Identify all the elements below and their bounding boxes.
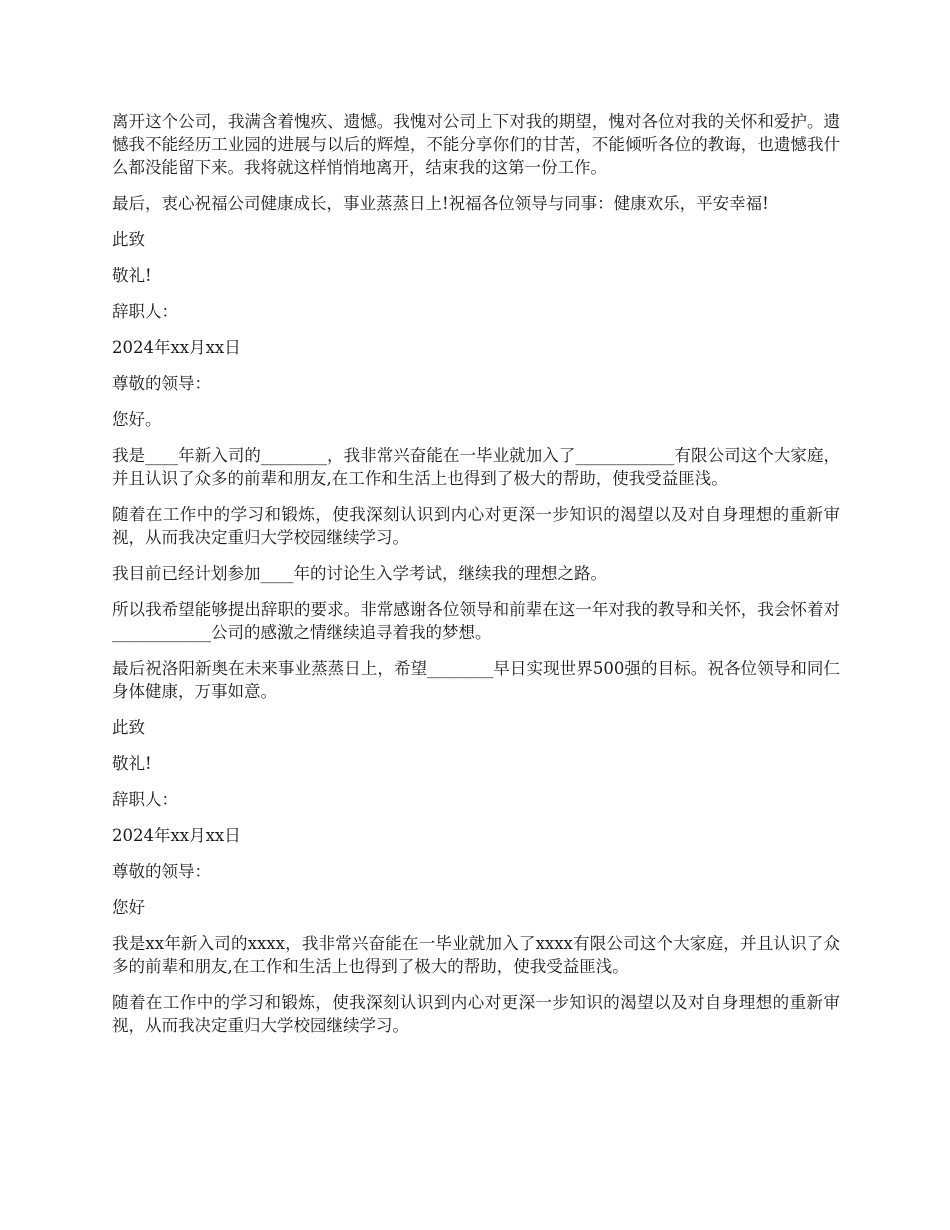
date-line: 2024年xx月xx日 xyxy=(112,826,241,845)
salutation: 尊敬的领导： xyxy=(112,374,211,393)
paragraph-intro: 我是xx年新入司的xxxx，我非常兴奋能在一毕业就加入了xxxx有限公司这个大家庭，并且认识了众多的前辈和朋友,在工作和生活上也得到了极大的帮助，使我受益匪浅。 xyxy=(112,934,840,976)
closing-jingli: 敬礼! xyxy=(112,266,152,285)
document-page xyxy=(112,110,840,1050)
closing-cizhi: 此致 xyxy=(112,718,145,737)
paragraph-farewell: 离开这个公司，我满含着愧疚、遗憾。我愧对公司上下对我的期望，愧对各位对我的关怀和爱护。遗憾我不能经历工业园的进展与以后的辉煌，不能分享你们的甘苦，不能倾听各位的教诲，也遗憾我什么都没能留下来。我将就这样悄悄地离开，结束我的这第一份工作。 xyxy=(112,112,840,177)
paragraph-study: 随着在工作中的学习和锻炼，使我深刻认识到内心对更深一步知识的渴望以及对自身理想的重新审视，从而我决定重归大学校园继续学习。 xyxy=(112,993,840,1035)
paragraph-exam: 我目前已经计划参加____年的讨论生入学考试，继续我的理想之路。 xyxy=(112,564,607,583)
paragraph-intro: 我是____年新入司的________，我非常兴奋能在一毕业就加入了____________有限公司这个大家庭，并且认识了众多的前辈和朋友,在工作和生活上也得到了极大的帮助，使我受益匪浅。 xyxy=(112,446,840,488)
greeting: 您好。 xyxy=(112,410,162,429)
signature-label: 辞职人： xyxy=(112,790,178,809)
salutation: 尊敬的领导： xyxy=(112,862,211,881)
closing-cizhi: 此致 xyxy=(112,230,145,249)
closing-jingli: 敬礼! xyxy=(112,754,152,773)
signature-label: 辞职人： xyxy=(112,302,178,321)
paragraph-wishes: 最后祝洛阳新奥在未来事业蒸蒸日上，希望________早日实现世界500强的目标。祝各位领导和同仁身体健康，万事如意。 xyxy=(112,659,840,701)
paragraph-blessing: 最后，衷心祝福公司健康成长，事业蒸蒸日上!祝福各位领导与同事：健康欢乐，平安幸福! xyxy=(112,194,769,213)
date-line: 2024年xx月xx日 xyxy=(112,338,241,357)
paragraph-request: 所以我希望能够提出辞职的要求。非常感谢各位领导和前辈在这一年对我的教导和关怀，我会怀着对____________公司的感激之情继续追寻着我的梦想。 xyxy=(112,600,840,642)
greeting: 您好 xyxy=(112,898,145,917)
paragraph-study: 随着在工作中的学习和锻炼，使我深刻认识到内心对更深一步知识的渴望以及对自身理想的重新审视，从而我决定重归大学校园继续学习。 xyxy=(112,505,840,547)
